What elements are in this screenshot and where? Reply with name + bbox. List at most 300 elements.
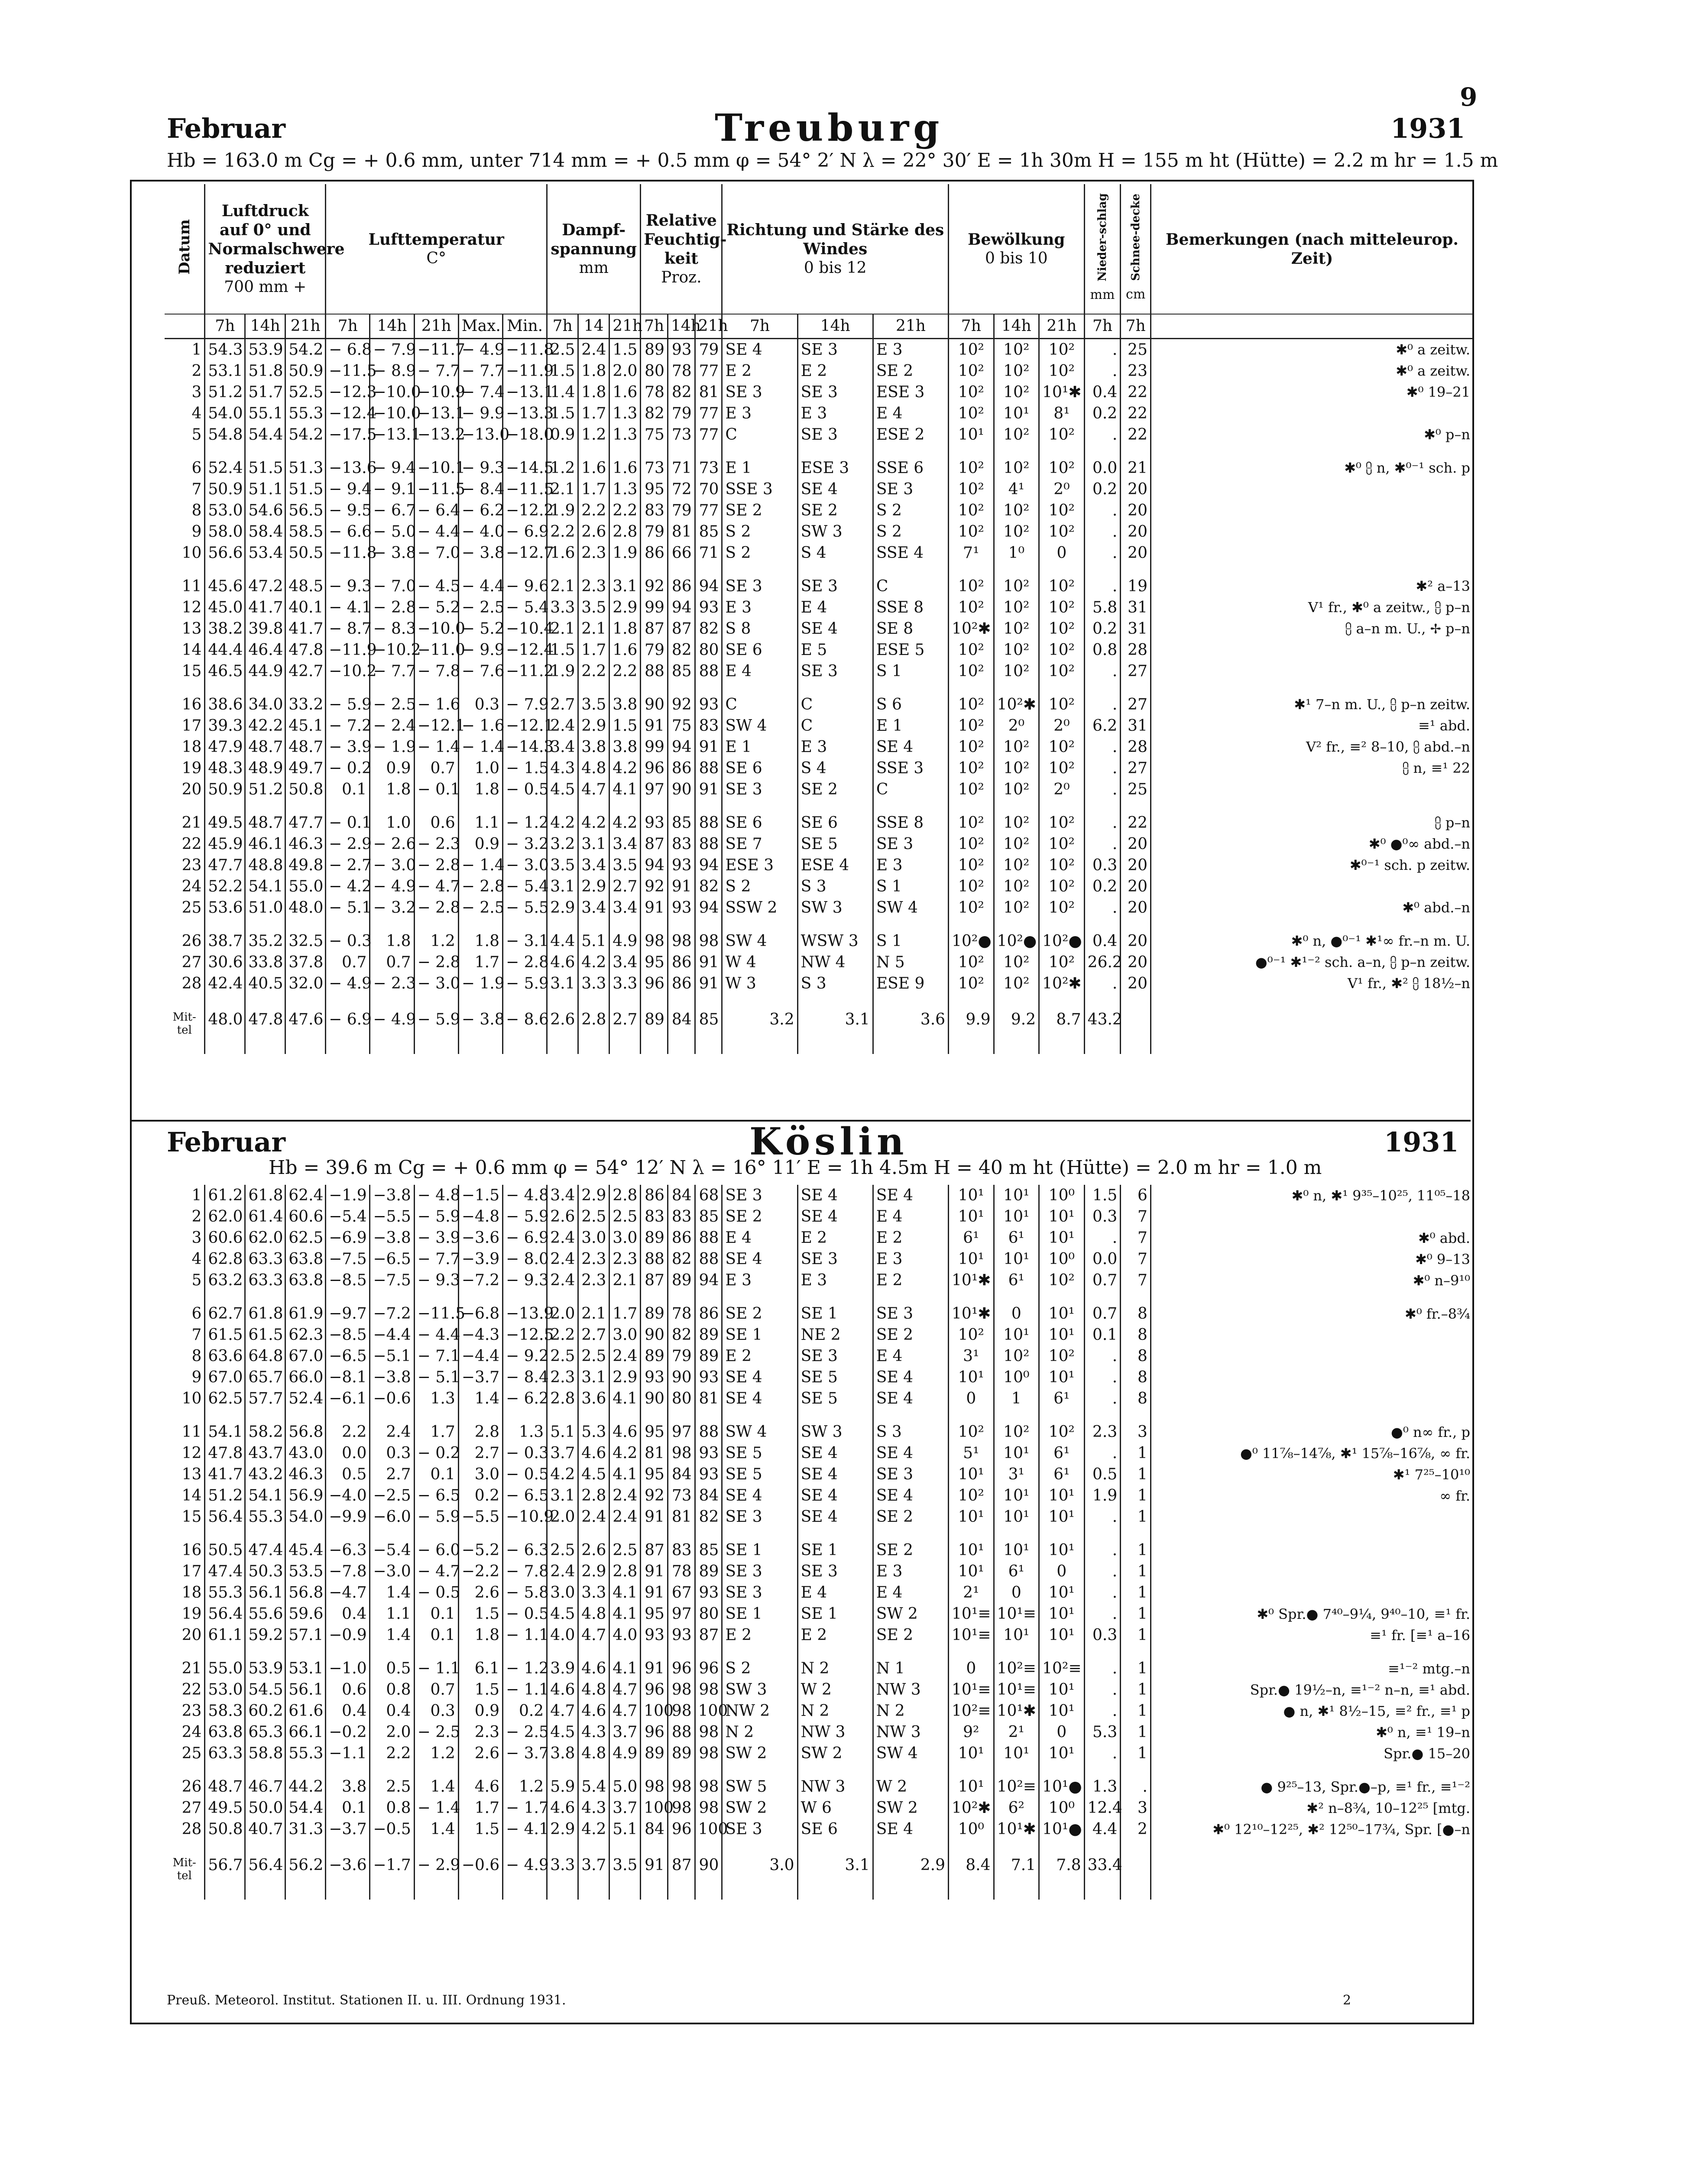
value-cell: 10¹ [994, 1324, 1039, 1346]
value-cell: −13.1 [502, 382, 547, 403]
value-cell: 84 [668, 1185, 695, 1206]
value-cell: 68 [695, 1185, 722, 1206]
value-cell: 1.3 [503, 1421, 547, 1443]
value-cell: S 4 [797, 758, 873, 779]
value-cell: SE 2 [722, 1303, 797, 1324]
value-cell: 53.0 [205, 500, 245, 521]
value-cell: 51.7 [245, 382, 285, 403]
value-cell: 4.3 [578, 1722, 609, 1743]
value-cell: SE 4 [797, 1464, 873, 1485]
value-cell: 88 [695, 1421, 722, 1443]
value-cell: SE 2 [722, 500, 797, 521]
value-cell: − 4.8 [414, 1185, 458, 1206]
value-cell: 5¹ [949, 1443, 994, 1464]
value-cell: 81 [695, 1388, 722, 1409]
col-nieder: Nieder-schlag mm [1084, 184, 1121, 314]
value-cell: − 5.2 [414, 597, 458, 618]
value-cell: − 5.0 [370, 521, 414, 542]
remark-cell: ✱² n–8¾, 10–12²⁵ [mtg. [1151, 1797, 1473, 1819]
value-cell: . [1084, 758, 1121, 779]
value-cell: 1 [1121, 1700, 1151, 1722]
day-cell: 21 [181, 814, 202, 832]
value-cell: 27 [1121, 661, 1151, 682]
table-row [165, 1485, 1473, 1506]
value-cell: 1 [1121, 1561, 1151, 1582]
value-cell: 91 [641, 1582, 668, 1603]
value-cell: 2.9 [609, 1367, 641, 1388]
value-cell: 3.4 [609, 952, 641, 973]
value-cell: − 5.2 [458, 618, 502, 639]
day-cell: 24 [181, 1723, 202, 1741]
value-cell: −14.5 [502, 457, 547, 479]
value-cell: 93 [641, 812, 668, 833]
value-cell: − 2.5 [458, 597, 502, 618]
value-cell: 4.2 [609, 758, 641, 779]
value-cell: 3.5 [609, 855, 641, 876]
remark-cell: ✱⁰ 12¹⁰–12²⁵, ✱² 12⁵⁰–17¾, Spr. [●–n [1151, 1819, 1473, 1840]
value-cell: 2.2 [326, 1421, 370, 1443]
value-cell: 10² [994, 360, 1039, 382]
value-cell: 10² [994, 973, 1039, 994]
value-cell: −13.0 [458, 424, 502, 445]
value-cell: 1.8 [458, 1624, 502, 1646]
value-cell: 21 [1121, 457, 1151, 479]
day-cell: 7 [191, 1326, 202, 1344]
table-row [165, 1303, 1473, 1324]
value-cell: −12.7 [502, 542, 547, 564]
value-cell: 83 [695, 715, 722, 736]
value-cell: −13.3 [502, 403, 547, 424]
value-cell: 32.5 [285, 931, 326, 952]
value-cell: E 3 [873, 338, 948, 360]
value-cell: SW 4 [873, 897, 948, 918]
col-lufttemperatur: Lufttemperatur C° [326, 184, 547, 314]
value-cell: 2.3 [547, 1367, 578, 1388]
value-cell: SW 2 [797, 1743, 873, 1764]
value-cell: 10² [949, 360, 994, 382]
remark-cell [1151, 639, 1473, 661]
value-cell: −10.0 [414, 618, 458, 639]
value-cell: SE 2 [722, 1206, 797, 1227]
value-cell: 10¹ [1039, 1679, 1085, 1700]
value-cell: 10² [949, 1324, 994, 1346]
value-cell: − 8.0 [503, 1248, 547, 1270]
value-cell: − 2.8 [502, 952, 547, 973]
value-cell: −11.5 [414, 1303, 458, 1324]
value-cell: 10¹ [1039, 1624, 1085, 1646]
value-cell: − 6.6 [326, 521, 370, 542]
remark-cell: ✱⁰ n, ✱¹ 9³⁵–10²⁵, 11⁰⁵–18 [1151, 1185, 1473, 1206]
value-cell: −14.3 [502, 736, 547, 758]
koeslin-station-name: Köslin [749, 1120, 908, 1164]
remark-cell: ✱⁰ ●⁰∞ abd.–n [1151, 833, 1473, 855]
value-cell: 10¹✱ [994, 1819, 1039, 1840]
value-cell: 2.2 [609, 661, 641, 682]
table-row [165, 1367, 1473, 1388]
value-cell: 3.5 [578, 597, 609, 618]
value-cell: 1⁰ [994, 542, 1039, 564]
value-cell: − 6.5 [503, 1485, 547, 1506]
mean-cell: −1.7 [370, 1852, 414, 1900]
value-cell: 10² [1039, 500, 1085, 521]
value-cell: 2.2 [547, 1324, 578, 1346]
remark-cell [1151, 1506, 1473, 1527]
value-cell: −4.4 [458, 1346, 502, 1367]
value-cell: SSE 3 [722, 479, 797, 500]
day-cell: 1 [191, 340, 202, 359]
value-cell: 82 [668, 382, 695, 403]
value-cell: 1.4 [370, 1582, 414, 1603]
value-cell: 78 [641, 382, 668, 403]
mean-cell: − 2.9 [414, 1852, 458, 1900]
value-cell: 88 [695, 758, 722, 779]
value-cell: 10² [1039, 855, 1085, 876]
value-cell: −18.0 [502, 424, 547, 445]
value-cell: 10² [994, 597, 1039, 618]
value-cell: 86 [641, 542, 668, 564]
value-cell: − 3.2 [502, 833, 547, 855]
value-cell: 0.2 [1084, 876, 1121, 897]
table-row [165, 1561, 1473, 1582]
value-cell: 2.5 [578, 1346, 609, 1367]
value-cell: 63.3 [245, 1248, 285, 1270]
value-cell: SW 2 [722, 1743, 797, 1764]
remark-cell: ≡¹⁻² mtg.–n [1151, 1658, 1473, 1679]
value-cell: E 3 [873, 1248, 948, 1270]
value-cell: 61.5 [245, 1324, 285, 1346]
value-cell: 2.6 [578, 521, 609, 542]
value-cell: 32.0 [285, 973, 326, 994]
value-cell: 2.6 [458, 1582, 502, 1603]
value-cell: 1.8 [458, 779, 502, 800]
mean-cell [1151, 1852, 1473, 1900]
value-cell: 5.1 [578, 931, 609, 952]
value-cell: − 9.9 [458, 403, 502, 424]
value-cell: 1 [1121, 1485, 1151, 1506]
value-cell: 3¹ [949, 1346, 994, 1367]
value-cell: 51.2 [205, 382, 245, 403]
treuburg-station-name: Treuburg [715, 106, 944, 150]
value-cell: − 9.3 [414, 1270, 458, 1291]
value-cell: 50.9 [205, 479, 245, 500]
value-cell: 71 [668, 457, 695, 479]
value-cell: 0 [1039, 1722, 1085, 1743]
value-cell: 3.7 [547, 1443, 578, 1464]
value-cell: 4.1 [609, 1582, 641, 1603]
value-cell: 2.4 [547, 1248, 578, 1270]
value-cell: − 0.5 [502, 779, 547, 800]
value-cell: 2.2 [370, 1743, 414, 1764]
day-cell: 4 [191, 1250, 202, 1268]
value-cell: SE 4 [797, 1185, 873, 1206]
day-cell: 14 [181, 1487, 202, 1505]
value-cell: 54.1 [245, 876, 285, 897]
value-cell: 89 [695, 1324, 722, 1346]
value-cell: − 2.8 [414, 855, 458, 876]
value-cell: 2.0 [547, 1506, 578, 1527]
value-cell: −4.7 [326, 1582, 370, 1603]
value-cell: 93 [695, 597, 722, 618]
mean-cell: 8.7 [1039, 1006, 1085, 1054]
value-cell: 88 [695, 661, 722, 682]
value-cell: ESE 3 [873, 382, 948, 403]
value-cell: − 2.3 [414, 833, 458, 855]
value-cell: 3.1 [547, 876, 578, 897]
value-cell: SE 4 [873, 736, 948, 758]
sub-14h: 14h [797, 314, 873, 338]
mean-cell: − 4.9 [370, 1006, 414, 1054]
value-cell: − 1.2 [502, 812, 547, 833]
value-cell: W 2 [873, 1776, 948, 1797]
mean-cell: 90 [695, 1852, 722, 1900]
value-cell: 4.8 [578, 1743, 609, 1764]
value-cell: 91 [695, 973, 722, 994]
value-cell: 53.9 [245, 1658, 285, 1679]
value-cell: . [1084, 1388, 1121, 1409]
value-cell: 84 [668, 1464, 695, 1485]
value-cell: −7.8 [326, 1561, 370, 1582]
value-cell: 2.3 [578, 1248, 609, 1270]
value-cell: 0.9 [547, 424, 578, 445]
value-cell: 5.9 [547, 1776, 578, 1797]
value-cell: −4.8 [458, 1206, 502, 1227]
value-cell: 10¹ [1039, 1367, 1085, 1388]
value-cell: 56.8 [285, 1421, 326, 1443]
koeslin-station-info: Hb = 39.6 m Cg = + 0.6 mm φ = 54° 12′ N λ = 16° 11′ E = 1h 4.5m H = 40 m ht (Hütte) = 2.0 m hr = 1.0 m [269, 1157, 1322, 1179]
value-cell: 49.5 [205, 1797, 245, 1819]
day-cell: 19 [181, 759, 202, 777]
table-row [165, 779, 1473, 800]
value-cell: 10¹ [1039, 1227, 1085, 1248]
value-cell: 63.6 [205, 1346, 245, 1367]
value-cell: 2⁰ [1039, 715, 1085, 736]
value-cell: SE 4 [873, 1485, 948, 1506]
value-cell: E 1 [722, 736, 797, 758]
value-cell: 2.6 [547, 1206, 578, 1227]
value-cell: 4¹ [994, 479, 1039, 500]
remark-cell [1151, 521, 1473, 542]
day-cell: 18 [181, 1584, 202, 1602]
remark-cell: ✱⁰ Spr.● 7⁴⁰–9¼, 9⁴⁰–10, ≡¹ fr. [1151, 1603, 1473, 1624]
value-cell: 10¹ [1039, 1582, 1085, 1603]
value-cell: 23 [1121, 360, 1151, 382]
value-cell: 44.9 [245, 661, 285, 682]
value-cell: − 4.8 [503, 1185, 547, 1206]
table-row [165, 500, 1473, 521]
value-cell: 60.6 [285, 1206, 326, 1227]
value-cell: 54.6 [245, 500, 285, 521]
value-cell: 10² [1039, 897, 1085, 918]
value-cell: 54.4 [285, 1797, 326, 1819]
value-cell: . [1084, 1561, 1121, 1582]
value-cell: 3.4 [578, 897, 609, 918]
value-cell: 57.1 [285, 1624, 326, 1646]
value-cell: 2.9 [578, 876, 609, 897]
value-cell: − 7.4 [458, 382, 502, 403]
value-cell: − 9.9 [458, 639, 502, 661]
value-cell: − 2.5 [370, 694, 414, 715]
value-cell: 60.6 [205, 1227, 245, 1248]
value-cell: 10²✱ [949, 618, 994, 639]
remark-cell: ⩉ a–n m. U., ✢ p–n [1151, 618, 1473, 639]
value-cell: −7.2 [458, 1270, 502, 1291]
sub-7h: 7h [949, 314, 994, 338]
value-cell: −11.7 [414, 338, 458, 360]
value-cell: 0.6 [326, 1679, 370, 1700]
value-cell: − 3.9 [414, 1227, 458, 1248]
col-wind: Richtung und Stärke des Windes 0 bis 12 [722, 184, 949, 314]
value-cell: −12.1 [414, 715, 458, 736]
day-cell: 8 [191, 1347, 202, 1365]
value-cell: 96 [668, 1819, 695, 1840]
table-row [165, 1346, 1473, 1367]
value-cell: − 3.2 [370, 897, 414, 918]
value-cell: E 4 [797, 597, 873, 618]
value-cell: −7.2 [370, 1303, 414, 1324]
remark-cell [1151, 661, 1473, 682]
value-cell: S 3 [797, 973, 873, 994]
value-cell: 3.3 [578, 973, 609, 994]
value-cell: 2.1 [609, 1270, 641, 1291]
value-cell: 63.8 [205, 1722, 245, 1743]
value-cell: −10.0 [370, 403, 414, 424]
value-cell: 55.0 [205, 1658, 245, 1679]
value-cell: 10² [949, 1421, 994, 1443]
value-cell: 2.6 [458, 1743, 502, 1764]
value-cell: −11.8 [502, 338, 547, 360]
value-cell: 62.8 [205, 1248, 245, 1270]
sub-max: Max. [458, 314, 502, 338]
value-cell: 59.2 [245, 1624, 285, 1646]
value-cell: 86 [668, 758, 695, 779]
value-cell: 4.7 [609, 1700, 641, 1722]
value-cell: 10² [1039, 1346, 1085, 1367]
value-cell: 1 [1121, 1658, 1151, 1679]
value-cell: 82 [668, 1248, 695, 1270]
value-cell: 38.6 [205, 694, 245, 715]
table-row [165, 1819, 1473, 1840]
value-cell: − 7.7 [370, 661, 414, 682]
value-cell: 10⁰ [1039, 1248, 1085, 1270]
table-row [165, 1722, 1473, 1743]
value-cell: 1 [1121, 1679, 1151, 1700]
value-cell: −12.5 [503, 1324, 547, 1346]
value-cell: 48.7 [205, 1776, 245, 1797]
value-cell: 1.5 [547, 360, 578, 382]
value-cell: 2.5 [578, 1206, 609, 1227]
value-cell: 0.0 [1084, 1248, 1121, 1270]
value-cell: 90 [641, 1324, 668, 1346]
value-cell: 100 [641, 1797, 668, 1819]
value-cell: − 9.1 [370, 479, 414, 500]
value-cell: 82 [695, 618, 722, 639]
value-cell: 2.2 [547, 521, 578, 542]
value-cell: SE 4 [797, 1443, 873, 1464]
value-cell: . [1084, 1506, 1121, 1527]
day-cell: 8 [191, 501, 202, 519]
value-cell: NW 3 [873, 1722, 948, 1743]
value-cell: SE 3 [797, 1248, 873, 1270]
table-row [165, 1443, 1473, 1464]
value-cell: 10² [994, 1346, 1039, 1367]
value-cell: 2¹ [994, 1722, 1039, 1743]
value-cell: 1.7 [578, 639, 609, 661]
value-cell: 0.9 [458, 833, 502, 855]
value-cell: 10² [1039, 576, 1085, 597]
mean-cell: 2.8 [578, 1006, 609, 1054]
value-cell: 10¹ [949, 1776, 994, 1797]
value-cell: 10² [949, 338, 994, 360]
day-cell: 11 [181, 577, 202, 595]
value-cell: SE 7 [722, 833, 797, 855]
value-cell: 1.5 [1084, 1185, 1121, 1206]
value-cell: 4.6 [458, 1776, 502, 1797]
value-cell: − 2.8 [414, 897, 458, 918]
value-cell: 10¹● [1039, 1819, 1085, 1840]
value-cell: 1 [1121, 1603, 1151, 1624]
value-cell: 94 [641, 855, 668, 876]
value-cell: 54.2 [285, 424, 326, 445]
value-cell: −8.5 [326, 1324, 370, 1346]
value-cell: 42.4 [205, 973, 245, 994]
value-cell: 4.3 [578, 1797, 609, 1819]
value-cell: 6¹ [949, 1227, 994, 1248]
value-cell: − 6.9 [502, 521, 547, 542]
value-cell: 2.9 [578, 715, 609, 736]
value-cell: 58.8 [245, 1743, 285, 1764]
remark-cell: ● n, ✱¹ 8½–15, ≡² fr., ≡¹ p [1151, 1700, 1473, 1722]
value-cell: 48.7 [245, 736, 285, 758]
value-cell: 10¹ [994, 1743, 1039, 1764]
value-cell: 48.3 [205, 758, 245, 779]
value-cell: . [1084, 833, 1121, 855]
value-cell: 1.9 [547, 661, 578, 682]
value-cell: 98 [695, 1797, 722, 1819]
value-cell: 61.8 [245, 1185, 285, 1206]
value-cell: 100 [641, 1700, 668, 1722]
value-cell: 0 [949, 1658, 994, 1679]
value-cell: − 7.8 [503, 1561, 547, 1582]
sub-21h: 21h [609, 314, 641, 338]
col-dampf: Dampf-spannung mm [547, 184, 641, 314]
table-row [165, 758, 1473, 779]
value-cell: 50.3 [245, 1561, 285, 1582]
value-cell: E 4 [873, 403, 948, 424]
value-cell: − 0.2 [414, 1443, 458, 1464]
value-cell: 10¹✱ [949, 1270, 994, 1291]
value-cell: −4.3 [458, 1324, 502, 1346]
mean-cell: 89 [641, 1006, 668, 1054]
day-cell: 9 [191, 1368, 202, 1386]
value-cell: − 9.4 [370, 457, 414, 479]
value-cell: 10²≡ [994, 1776, 1039, 1797]
sub-7h: 7h [326, 314, 370, 338]
value-cell: 97 [668, 1421, 695, 1443]
mean-cell: 3.1 [797, 1852, 873, 1900]
day-cell: 28 [181, 974, 202, 992]
value-cell: 6² [994, 1797, 1039, 1819]
value-cell: 48.7 [285, 736, 326, 758]
day-cell: 16 [181, 695, 202, 713]
value-cell: −3.8 [370, 1367, 414, 1388]
value-cell: 10² [1039, 1421, 1085, 1443]
value-cell: 10⁰ [994, 1367, 1039, 1388]
day-cell: 23 [181, 1702, 202, 1720]
value-cell: . [1084, 542, 1121, 564]
value-cell: − 4.1 [326, 597, 370, 618]
value-cell: 5.3 [578, 1421, 609, 1443]
value-cell: SE 3 [873, 479, 948, 500]
